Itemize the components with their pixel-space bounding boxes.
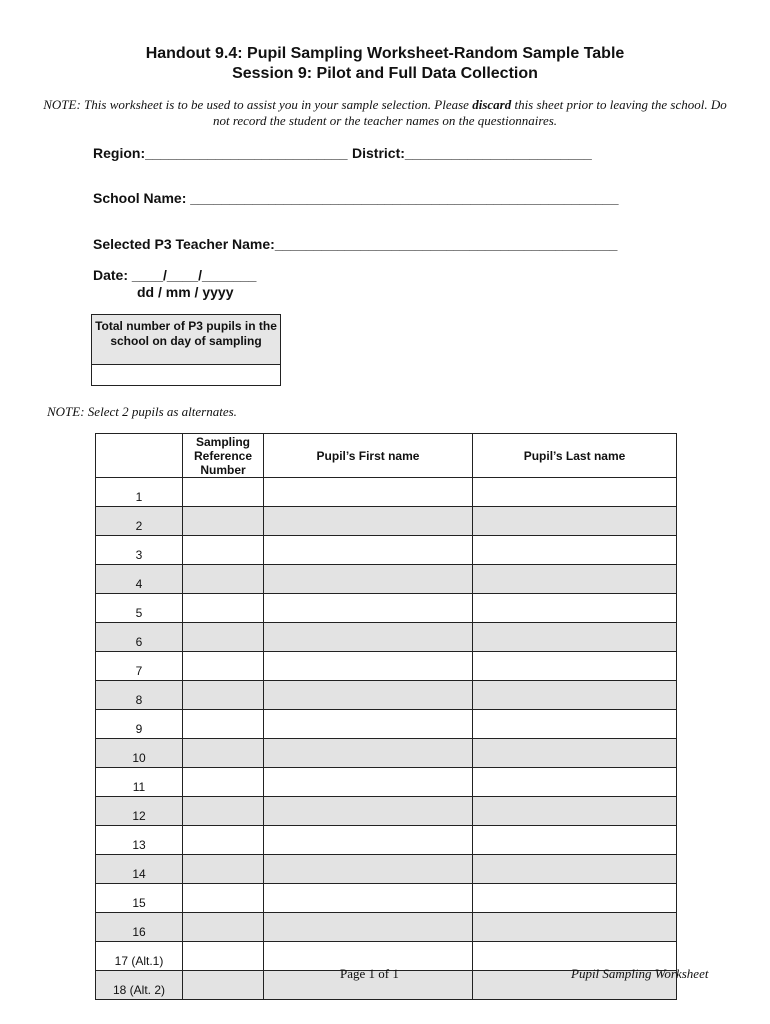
last-name-cell[interactable] [473, 768, 677, 797]
row-number: 7 [96, 652, 183, 681]
last-name-cell[interactable] [473, 739, 677, 768]
sampling-reference-cell[interactable] [183, 855, 264, 884]
row-number: 14 [96, 855, 183, 884]
row-number: 4 [96, 565, 183, 594]
row-number: 18 (Alt. 2) [96, 971, 183, 1000]
row-number: 9 [96, 710, 183, 739]
last-name-cell[interactable] [473, 884, 677, 913]
sampling-reference-cell[interactable] [183, 739, 264, 768]
row-number: 10 [96, 739, 183, 768]
table-row [96, 507, 677, 536]
row-number: 17 (Alt.1) [96, 942, 183, 971]
sample-table [95, 433, 677, 1000]
table-header-row [96, 434, 677, 478]
sampling-reference-cell[interactable] [183, 768, 264, 797]
table-row [96, 855, 677, 884]
note-text-end: this sheet prior to leaving the school. Do not record the student or the teacher names on the questionnaires. [212, 97, 727, 128]
first-name-cell[interactable] [264, 739, 473, 768]
table-row [96, 826, 677, 855]
note-text-start: NOTE: This worksheet is to be used to assist you in your sample selection. Please [43, 97, 473, 112]
row-number: 13 [96, 826, 183, 855]
row-number: 12 [96, 797, 183, 826]
total-pupils-value[interactable] [92, 365, 280, 386]
date-field[interactable]: Date: ____/____/_______ [93, 267, 257, 283]
last-name-cell[interactable] [473, 710, 677, 739]
total-pupils-box [91, 314, 281, 386]
school-name-field[interactable]: School Name: _______________________________________________________ [93, 190, 619, 206]
last-name-cell[interactable] [473, 913, 677, 942]
table-row [96, 652, 677, 681]
last-name-cell[interactable] [473, 797, 677, 826]
last-name-cell[interactable] [473, 623, 677, 652]
page-number: Page 1 of 1 [340, 966, 399, 981]
last-name-cell[interactable] [473, 826, 677, 855]
first-name-cell[interactable] [264, 913, 473, 942]
table-row [96, 594, 677, 623]
row-number: 8 [96, 681, 183, 710]
first-name-cell[interactable] [264, 681, 473, 710]
table-row [96, 797, 677, 826]
sampling-reference-cell[interactable] [183, 884, 264, 913]
last-name-cell[interactable] [473, 536, 677, 565]
footer-document-name: Pupil Sampling Worksheet [571, 966, 709, 981]
row-number-header [96, 434, 183, 478]
sampling-reference-cell[interactable] [183, 565, 264, 594]
table-row [96, 681, 677, 710]
sampling-reference-cell[interactable] [183, 826, 264, 855]
document-title: Handout 9.4: Pupil Sampling Worksheet-Random Sample Table [145, 45, 625, 62]
last-name-cell[interactable] [473, 855, 677, 884]
first-name-header: Pupil’s First name [264, 434, 473, 478]
first-name-cell[interactable] [264, 594, 473, 623]
first-name-cell[interactable] [264, 507, 473, 536]
sampling-reference-cell[interactable] [183, 797, 264, 826]
first-name-cell[interactable] [264, 855, 473, 884]
row-number: 15 [96, 884, 183, 913]
sampling-reference-cell[interactable] [183, 536, 264, 565]
last-name-cell[interactable] [473, 565, 677, 594]
sampling-reference-cell[interactable] [183, 913, 264, 942]
sampling-reference-cell[interactable] [183, 478, 264, 507]
district-field[interactable]: District:________________________ [352, 145, 592, 161]
last-name-cell[interactable] [473, 594, 677, 623]
document-subtitle: Session 9: Pilot and Full Data Collection [232, 65, 538, 82]
table-row [96, 884, 677, 913]
sampling-reference-cell[interactable] [183, 652, 264, 681]
sampling-reference-header: Sampling Reference Number [183, 434, 264, 478]
sampling-reference-cell[interactable] [183, 971, 264, 1000]
table-row [96, 739, 677, 768]
row-number: 3 [96, 536, 183, 565]
table-row [96, 913, 677, 942]
table-row [96, 536, 677, 565]
sampling-reference-cell[interactable] [183, 623, 264, 652]
last-name-cell[interactable] [473, 478, 677, 507]
first-name-cell[interactable] [264, 565, 473, 594]
sampling-reference-cell[interactable] [183, 710, 264, 739]
table-row [96, 565, 677, 594]
row-number: 1 [96, 478, 183, 507]
sampling-reference-cell[interactable] [183, 594, 264, 623]
last-name-cell[interactable] [473, 681, 677, 710]
table-row [96, 768, 677, 797]
row-number: 5 [96, 594, 183, 623]
table-row [96, 623, 677, 652]
worksheet-note [40, 97, 730, 129]
row-number: 2 [96, 507, 183, 536]
row-number: 6 [96, 623, 183, 652]
table-row [96, 478, 677, 507]
note-emphasis: discard [472, 97, 512, 112]
region-field[interactable]: Region:__________________________ [93, 145, 348, 161]
first-name-cell[interactable] [264, 536, 473, 565]
first-name-cell[interactable] [264, 623, 473, 652]
first-name-cell[interactable] [264, 797, 473, 826]
first-name-cell[interactable] [264, 884, 473, 913]
last-name-header: Pupil’s Last name [473, 434, 677, 478]
first-name-cell[interactable] [264, 768, 473, 797]
sampling-reference-cell[interactable] [183, 942, 264, 971]
table-row [96, 710, 677, 739]
last-name-cell[interactable] [473, 652, 677, 681]
first-name-cell[interactable] [264, 710, 473, 739]
alternates-note: NOTE: Select 2 pupils as alternates. [47, 404, 237, 419]
sampling-reference-cell[interactable] [183, 507, 264, 536]
date-format-label: dd / mm / yyyy [137, 284, 234, 300]
row-number: 16 [96, 913, 183, 942]
teacher-name-field[interactable]: Selected P3 Teacher Name:____________________________________________ [93, 236, 618, 252]
last-name-cell[interactable] [473, 507, 677, 536]
first-name-cell[interactable] [264, 652, 473, 681]
first-name-cell[interactable] [264, 478, 473, 507]
first-name-cell[interactable] [264, 826, 473, 855]
row-number: 11 [96, 768, 183, 797]
sampling-reference-cell[interactable] [183, 681, 264, 710]
total-pupils-label: Total number of P3 pupils in the school on day of sampling [92, 315, 280, 365]
